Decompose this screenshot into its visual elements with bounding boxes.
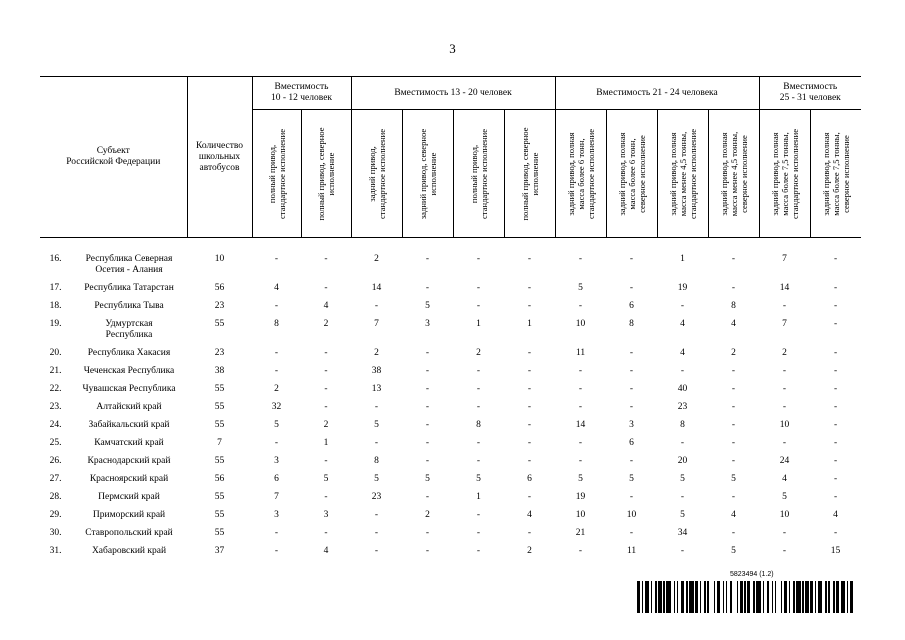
- value-cell: -: [374, 510, 379, 520]
- table-row: [40, 398, 861, 416]
- value-cell: -: [629, 384, 634, 394]
- value-cell: 8: [374, 456, 379, 466]
- value-cell: 2: [323, 319, 329, 329]
- table-row: [40, 434, 861, 452]
- value-cell: 5: [680, 474, 685, 484]
- value-cell: -: [629, 492, 634, 502]
- value-cell: -: [324, 283, 328, 293]
- value-cell: -: [578, 546, 583, 556]
- value-cell: 4: [680, 319, 685, 329]
- value-cell: -: [731, 384, 736, 394]
- table-row: [40, 344, 861, 362]
- value-cell: -: [833, 402, 838, 412]
- value-cell: -: [425, 438, 430, 448]
- value-cell: 4: [274, 283, 279, 293]
- value-cell: 11: [626, 546, 637, 556]
- row-number: 23.: [49, 402, 62, 412]
- value-cell: -: [731, 254, 736, 264]
- table-row: [40, 506, 861, 524]
- value-cell: -: [578, 438, 583, 448]
- value-cell: 4: [527, 510, 532, 520]
- value-cell: 20: [677, 456, 688, 466]
- table-row: [40, 470, 861, 488]
- header-group-row: [40, 77, 861, 110]
- value-cell: -: [425, 384, 430, 394]
- value-cell: 10: [575, 510, 586, 520]
- bus-count: 23: [214, 348, 225, 358]
- value-cell: -: [374, 438, 379, 448]
- value-cell: 10: [626, 510, 637, 520]
- value-cell: -: [833, 283, 838, 293]
- table-row: [40, 380, 861, 398]
- value-cell: -: [476, 254, 481, 264]
- value-cell: -: [629, 402, 634, 412]
- value-cell: -: [324, 348, 328, 358]
- value-cell: 7: [274, 492, 279, 502]
- value-cell: -: [782, 438, 787, 448]
- value-cell: -: [274, 438, 279, 448]
- value-cell: 32: [271, 402, 282, 412]
- value-cell: 1: [680, 254, 685, 264]
- row-number: 21.: [49, 366, 62, 376]
- value-cell: -: [527, 254, 532, 264]
- value-cell: -: [425, 402, 430, 412]
- value-cell: -: [578, 384, 583, 394]
- group-header-25-31: Вместимость 25 - 31 человек: [759, 77, 861, 110]
- value-cell: -: [476, 546, 481, 556]
- group-header-10-12: Вместимость 10 - 12 человек: [252, 77, 351, 110]
- bus-count: 56: [214, 474, 225, 484]
- value-cell: -: [833, 319, 838, 329]
- value-cell: -: [680, 366, 685, 376]
- value-cell: -: [731, 402, 736, 412]
- value-cell: -: [476, 366, 481, 376]
- bus-count: 55: [214, 402, 225, 412]
- row-number: 22.: [49, 384, 62, 394]
- value-cell: 5: [374, 420, 379, 430]
- row-number: 25.: [49, 438, 62, 448]
- value-cell: 19: [575, 492, 586, 502]
- value-cell: 5: [629, 474, 634, 484]
- row-number: 27.: [49, 474, 62, 484]
- value-cell: -: [527, 384, 532, 394]
- value-cell: 23: [677, 402, 688, 412]
- row-number: 19.: [49, 319, 62, 329]
- value-cell: 5: [274, 420, 279, 430]
- value-cell: 5: [425, 474, 430, 484]
- group-header-13-20: Вместимость 13 - 20 человек: [351, 77, 555, 110]
- value-cell: 5: [374, 474, 379, 484]
- subcolumn-header-3: задний привод, стандартное исполнение: [351, 110, 402, 238]
- value-cell: -: [578, 366, 583, 376]
- value-cell: 2: [782, 348, 787, 358]
- value-cell: -: [527, 492, 532, 502]
- value-cell: 11: [575, 348, 586, 358]
- bus-count: 55: [214, 420, 225, 430]
- subcolumn-header-8: задний привод, полная масса более 6 тонн, северное исполнение: [606, 110, 657, 238]
- group-header-21-24: Вместимость 21 - 24 человека: [555, 77, 759, 110]
- table-row: [40, 279, 861, 297]
- value-cell: -: [782, 301, 787, 311]
- value-cell: -: [476, 384, 481, 394]
- value-cell: -: [425, 492, 430, 502]
- value-cell: 8: [731, 301, 736, 311]
- value-cell: -: [425, 283, 430, 293]
- value-cell: 5: [578, 283, 583, 293]
- subject-name: Чувашская Республика: [82, 384, 176, 394]
- subject-name: Краснодарский край: [87, 456, 171, 466]
- value-cell: -: [527, 528, 532, 538]
- value-cell: -: [629, 283, 634, 293]
- barcode-text: 5823494 (1.2): [730, 571, 774, 578]
- value-cell: -: [782, 402, 787, 412]
- value-cell: 2: [374, 348, 379, 358]
- bus-count: 55: [214, 319, 225, 329]
- value-cell: 8: [476, 420, 481, 430]
- row-number: 17.: [49, 283, 62, 293]
- bus-count: 37: [214, 546, 225, 556]
- row-number: 20.: [49, 348, 62, 358]
- value-cell: -: [833, 492, 838, 502]
- value-cell: -: [833, 348, 838, 358]
- value-cell: -: [680, 301, 685, 311]
- value-cell: -: [527, 283, 532, 293]
- bus-count: 23: [214, 301, 225, 311]
- subcolumn-header-1: полный привод, стандартное исполнение: [252, 110, 301, 238]
- value-cell: -: [680, 492, 685, 502]
- subject-name: Забайкальский край: [88, 420, 170, 430]
- value-cell: 6: [629, 301, 634, 311]
- value-cell: 21: [575, 528, 586, 538]
- value-cell: -: [274, 348, 279, 358]
- value-cell: -: [425, 456, 430, 466]
- table-row: [40, 452, 861, 470]
- value-cell: -: [731, 283, 736, 293]
- bus-count: 38: [214, 366, 225, 376]
- value-cell: -: [324, 456, 328, 466]
- value-cell: -: [731, 420, 736, 430]
- value-cell: 14: [575, 420, 586, 430]
- subject-name: Камчатский край: [94, 438, 164, 448]
- value-cell: -: [731, 528, 736, 538]
- value-cell: -: [274, 528, 279, 538]
- value-cell: 34: [677, 528, 688, 538]
- value-cell: -: [374, 301, 379, 311]
- value-cell: 7: [782, 254, 787, 264]
- table-row: [40, 542, 861, 560]
- table-row: [40, 362, 861, 380]
- value-cell: -: [527, 438, 532, 448]
- bus-count: 55: [214, 528, 225, 538]
- value-cell: -: [425, 254, 430, 264]
- value-cell: -: [476, 402, 481, 412]
- subject-name: Алтайский край: [96, 402, 162, 412]
- value-cell: 6: [527, 474, 532, 484]
- value-cell: -: [425, 546, 430, 556]
- value-cell: -: [578, 456, 583, 466]
- value-cell: -: [527, 456, 532, 466]
- value-cell: 5: [476, 474, 481, 484]
- value-cell: -: [833, 456, 838, 466]
- value-cell: 2: [425, 510, 430, 520]
- row-number: 18.: [49, 301, 62, 311]
- value-cell: 3: [425, 319, 430, 329]
- value-cell: -: [629, 254, 634, 264]
- row-number: 31.: [49, 546, 62, 556]
- value-cell: 10: [779, 510, 790, 520]
- value-cell: 4: [323, 301, 329, 311]
- value-cell: -: [578, 402, 583, 412]
- value-cell: -: [680, 438, 685, 448]
- value-cell: 38: [371, 366, 382, 376]
- value-cell: 14: [779, 283, 790, 293]
- subject-name: Красноярский край: [89, 474, 169, 484]
- value-cell: 10: [779, 420, 790, 430]
- value-cell: -: [833, 366, 838, 376]
- value-cell: 10: [575, 319, 586, 329]
- value-cell: -: [782, 366, 787, 376]
- value-cell: 4: [833, 510, 838, 520]
- value-cell: -: [629, 456, 634, 466]
- subject-name: Приморский край: [92, 510, 166, 520]
- value-cell: -: [731, 456, 736, 466]
- value-cell: -: [425, 528, 430, 538]
- subcolumn-header-10: задний привод, полная масса менее 4,5 тонны, северное исполнение: [708, 110, 759, 238]
- page-number: 3: [449, 41, 456, 56]
- value-cell: -: [629, 528, 634, 538]
- bus-count: 55: [214, 384, 225, 394]
- value-cell: 8: [680, 420, 685, 430]
- subcolumn-header-9: задний привод, полная масса менее 4,5 тонны, стандартное исполнение: [657, 110, 708, 238]
- subject-name: Пермский край: [98, 492, 160, 502]
- value-cell: -: [476, 438, 481, 448]
- value-cell: 7: [374, 319, 379, 329]
- value-cell: 4: [782, 474, 787, 484]
- bus-count: 56: [214, 283, 225, 293]
- value-cell: -: [274, 546, 279, 556]
- value-cell: 3: [274, 456, 279, 466]
- table-row: [40, 416, 861, 434]
- value-cell: -: [782, 384, 787, 394]
- value-cell: 5: [680, 510, 685, 520]
- value-cell: 19: [677, 283, 688, 293]
- value-cell: 1: [476, 319, 481, 329]
- value-cell: 24: [779, 456, 790, 466]
- subject-name: Республика Татарстан: [84, 283, 174, 293]
- value-cell: -: [374, 528, 379, 538]
- value-cell: 4: [731, 319, 736, 329]
- value-cell: -: [731, 438, 736, 448]
- value-cell: -: [476, 301, 481, 311]
- value-cell: -: [833, 384, 838, 394]
- value-cell: 5: [731, 474, 736, 484]
- value-cell: 3: [274, 510, 279, 520]
- value-cell: 7: [782, 319, 787, 329]
- row-number: 30.: [49, 528, 62, 538]
- subcolumn-header-6: полный привод, северное исполнение: [504, 110, 555, 238]
- value-cell: 2: [527, 546, 532, 556]
- value-cell: 2: [274, 384, 279, 394]
- subject-name: Республика Северная Осетия - Алания: [85, 254, 173, 275]
- value-cell: -: [833, 254, 838, 264]
- value-cell: 6: [629, 438, 634, 448]
- value-cell: 6: [274, 474, 279, 484]
- value-cell: -: [425, 366, 430, 376]
- value-cell: -: [578, 301, 583, 311]
- value-cell: 8: [629, 319, 634, 329]
- subcolumn-header-5: полный привод, стандартное исполнение: [453, 110, 504, 238]
- value-cell: 1: [476, 492, 481, 502]
- value-cell: 5: [578, 474, 583, 484]
- value-cell: -: [782, 546, 787, 556]
- value-cell: -: [274, 254, 279, 264]
- value-cell: 8: [274, 319, 279, 329]
- value-cell: 23: [371, 492, 382, 502]
- value-cell: -: [425, 420, 430, 430]
- subject-name: Удмуртская Республика: [105, 319, 153, 340]
- value-cell: -: [731, 492, 736, 502]
- value-cell: -: [476, 456, 481, 466]
- value-cell: -: [324, 492, 328, 502]
- value-cell: 4: [323, 546, 329, 556]
- value-cell: 3: [629, 420, 634, 430]
- bus-count: 55: [214, 510, 225, 520]
- table-row: [40, 524, 861, 542]
- table-row: [40, 297, 861, 315]
- barcode-bars: [637, 581, 855, 613]
- row-number: 28.: [49, 492, 62, 502]
- subcolumn-header-2: полный привод, северное исполнение: [301, 110, 351, 238]
- row-number: 24.: [49, 420, 62, 430]
- school-bus-table: [40, 76, 861, 560]
- count-header: Количество школьных автобусов: [187, 77, 252, 238]
- value-cell: 5: [425, 301, 430, 311]
- value-cell: -: [476, 528, 481, 538]
- value-cell: 1: [323, 438, 329, 448]
- value-cell: -: [374, 402, 379, 412]
- table-row: [40, 315, 861, 344]
- subcolumn-header-4: задний привод, северное исполнение: [402, 110, 453, 238]
- subject-header: Субъект Российской Федерации: [40, 77, 187, 238]
- value-cell: 2: [476, 348, 481, 358]
- bus-count: 7: [217, 438, 222, 448]
- value-cell: -: [527, 420, 532, 430]
- value-cell: -: [680, 546, 685, 556]
- value-cell: -: [274, 301, 279, 311]
- subcolumn-header-12: задний привод, полная масса более 7,5 тонны, северное исполнение: [810, 110, 861, 238]
- value-cell: -: [527, 402, 532, 412]
- row-number: 16.: [49, 254, 62, 264]
- row-number: 29.: [49, 510, 62, 520]
- value-cell: -: [833, 301, 838, 311]
- value-cell: -: [274, 366, 279, 376]
- barcode: [637, 571, 855, 613]
- value-cell: 40: [677, 384, 688, 394]
- value-cell: -: [425, 348, 430, 358]
- bus-count: 55: [214, 456, 225, 466]
- value-cell: 3: [323, 510, 329, 520]
- value-cell: -: [833, 420, 838, 430]
- value-cell: -: [833, 528, 838, 538]
- value-cell: 4: [731, 510, 736, 520]
- value-cell: -: [578, 254, 583, 264]
- table-row: [40, 488, 861, 506]
- value-cell: -: [374, 546, 379, 556]
- value-cell: -: [476, 283, 481, 293]
- value-cell: -: [833, 438, 838, 448]
- subject-name: Ставропольский край: [85, 528, 173, 538]
- value-cell: -: [324, 254, 328, 264]
- value-cell: 5: [731, 546, 736, 556]
- bus-count: 10: [214, 254, 225, 264]
- bus-count: 55: [214, 492, 225, 502]
- value-cell: -: [324, 384, 328, 394]
- subcolumn-header-11: задний привод, полная масса более 7,5 тонны, стандартное исполнение: [759, 110, 810, 238]
- subject-name: Хабаровский край: [91, 546, 167, 556]
- value-cell: 14: [371, 283, 382, 293]
- value-cell: 15: [830, 546, 841, 556]
- value-cell: -: [629, 366, 634, 376]
- value-cell: 2: [731, 348, 736, 358]
- value-cell: -: [629, 348, 634, 358]
- value-cell: 13: [371, 384, 382, 394]
- subcolumn-header-7: задний привод, полная масса более 6 тонн, стандартное исполнение: [555, 110, 606, 238]
- value-cell: -: [324, 366, 328, 376]
- value-cell: 5: [782, 492, 787, 502]
- value-cell: -: [527, 301, 532, 311]
- subject-name: Республика Тыва: [94, 301, 164, 311]
- value-cell: -: [476, 510, 481, 520]
- subject-name: Чеченская Республика: [83, 366, 175, 376]
- row-number: 26.: [49, 456, 62, 466]
- table-row: [40, 250, 861, 279]
- value-cell: 5: [323, 474, 329, 484]
- value-cell: 2: [323, 420, 329, 430]
- value-cell: -: [324, 528, 328, 538]
- value-cell: 4: [680, 348, 685, 358]
- value-cell: -: [731, 366, 736, 376]
- value-cell: 1: [527, 319, 532, 329]
- subject-name: Республика Хакасия: [87, 348, 171, 358]
- value-cell: -: [527, 348, 532, 358]
- value-cell: -: [782, 528, 787, 538]
- value-cell: -: [527, 366, 532, 376]
- value-cell: 2: [374, 254, 379, 264]
- value-cell: -: [324, 402, 328, 412]
- value-cell: -: [833, 474, 838, 484]
